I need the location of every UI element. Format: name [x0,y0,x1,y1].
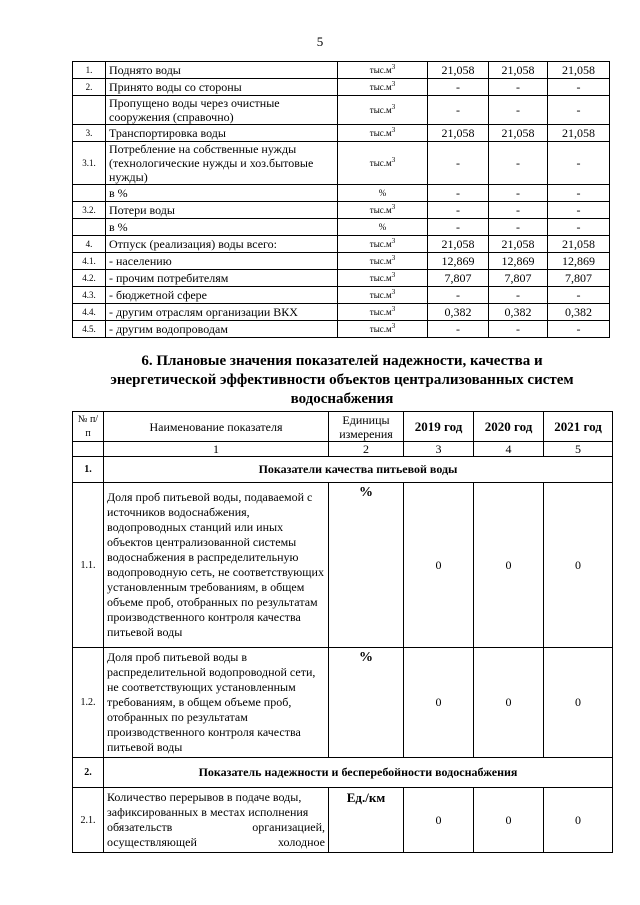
value-2020: 0,382 [489,304,548,321]
value-2020: - [489,79,548,96]
indicator-name: в % [106,185,338,202]
unit-text: тыс.м [369,290,392,300]
unit [338,219,428,236]
indicators-table [72,411,613,853]
unit [338,253,428,270]
row-number: 1.2. [73,648,104,758]
value-2019: - [428,142,489,185]
table-row [73,185,610,202]
value-2019: - [428,185,489,202]
col-number: 1 [104,442,329,457]
value-2019: - [428,96,489,125]
unit-text: тыс.м [369,205,392,215]
indicator-name: Поднято воды [106,62,338,79]
value-2019: 0 [404,483,474,648]
col-number: 3 [404,442,474,457]
value-2021: 21,058 [548,125,610,142]
unit [338,142,428,185]
header-unit: Единицы измерения [329,412,404,442]
value-2020: - [489,96,548,125]
unit-superscript: 3 [391,322,396,330]
row-number: 3.2. [73,202,106,219]
unit-superscript: 3 [391,156,396,164]
table-row [73,142,610,185]
section-heading: Показатели качества питьевой воды [104,457,613,483]
indicator-name: - другим отраслям организации ВКХ [106,304,338,321]
unit [338,185,428,202]
unit-superscript: 3 [391,254,396,262]
row-number: 4.2. [73,270,106,287]
header-year-2021: 2021 год [544,412,613,442]
indicator-name-line: осуществляющей холодное [107,835,325,849]
row-number: 1. [73,62,106,79]
section-title-line: водоснабжения [290,391,394,407]
unit-superscript: 3 [391,63,396,71]
value-2020: 0 [474,648,544,758]
table-row [73,788,613,853]
value-2021: - [548,79,610,96]
unit-text: тыс.м [369,307,392,317]
indicator-name: Доля проб питьевой воды в распределительной водопроводной сети, не соответствующих установленным требованиям, в общем объеме проб, отобранных по результатам производственного контроля качества питьевой воды [104,648,329,758]
value-2021: - [548,321,610,338]
indicator-name: - другим водопроводам [106,321,338,338]
unit-text: тыс.м [369,256,392,266]
indicator-unit: Ед./км [329,788,404,853]
row-number: 2. [73,758,104,788]
row-number: 4.4. [73,304,106,321]
indicator-name: Потери воды [106,202,338,219]
value-2021: - [548,96,610,125]
table-row [73,253,610,270]
unit-text: тыс.м [369,65,392,75]
unit [338,79,428,96]
col-number: 5 [544,442,613,457]
value-2019: 7,807 [428,270,489,287]
indicator-name: Потребление на собственные нужды (технологические нужды и хоз.бытовые нужды) [106,142,338,185]
value-2021: - [548,202,610,219]
row-number: 2.1. [73,788,104,853]
indicator-name-line: зафиксированных в местах исполнения [107,805,309,819]
value-2019: 21,058 [428,62,489,79]
value-2020: - [489,287,548,304]
indicator-name: Пропущено воды через очистные сооружения (справочно) [106,96,338,125]
value-2019: 0 [404,648,474,758]
value-2020: 0 [474,483,544,648]
indicator-name: - прочим потребителям [106,270,338,287]
row-number: 1. [73,457,104,483]
row-number: 4. [73,236,106,253]
table-row [73,648,613,758]
row-number: 2. [73,79,106,96]
indicator-name: Доля проб питьевой воды, подаваемой с источников водоснабжения, водопроводных станций или иных объектов централизованной системы водоснабжения в распределительную водопроводную сеть, не соответствующих установленным требованиям, в общем объеме проб, отобранных по результатам производственного контроля качества питьевой воды [104,483,329,648]
unit-superscript: 3 [391,305,396,313]
unit [338,236,428,253]
header-year-2019: 2019 год [404,412,474,442]
row-number: 3.1. [73,142,106,185]
unit-superscript: 3 [391,203,396,211]
value-2021: - [548,185,610,202]
value-2020: 0 [474,788,544,853]
unit [338,321,428,338]
table-row [73,483,613,648]
header-name: Наименование показателя [104,412,329,442]
indicator-name-line: обязательств организацией, [107,820,325,834]
section-heading: Показатель надежности и бесперебойности водоснабжения [104,758,613,788]
unit-text: тыс.м [369,239,392,249]
row-number: 4.5. [73,321,106,338]
value-2021: - [548,287,610,304]
unit [338,96,428,125]
value-2021: 0,382 [548,304,610,321]
value-2019: - [428,202,489,219]
page-number: 5 [316,34,324,49]
section-title-line: энергетической эффективности объектов централизованных систем [110,372,574,388]
unit-text: тыс.м [369,105,392,115]
unit-superscript: 3 [391,103,396,111]
unit-text: тыс.м [369,82,392,92]
value-2019: - [428,287,489,304]
row-number [73,96,106,125]
unit-text: % [378,188,387,198]
row-number: 4.3. [73,287,106,304]
unit-text: тыс.м [369,273,392,283]
value-2019: 21,058 [428,236,489,253]
indicator-name: - населению [106,253,338,270]
value-2019: 12,869 [428,253,489,270]
value-2019: 0,382 [428,304,489,321]
value-2021: 0 [544,648,613,758]
value-2019: 0 [404,788,474,853]
indicator-name: в % [106,219,338,236]
value-2021: 12,869 [548,253,610,270]
value-2020: - [489,142,548,185]
row-number: 1.1. [73,483,104,648]
col-number: 2 [329,442,404,457]
value-2020: 21,058 [489,236,548,253]
col-number: 4 [474,442,544,457]
value-2021: 0 [544,483,613,648]
unit [338,125,428,142]
table-row [73,270,610,287]
indicator-name: Транспортировка воды [106,125,338,142]
value-2019: - [428,219,489,236]
unit [338,287,428,304]
header-no: № п/п [73,412,104,442]
table-row [73,96,610,125]
value-2020: - [489,219,548,236]
indicator-name: Принято воды со стороны [106,79,338,96]
table-row [73,219,610,236]
value-2021: 7,807 [548,270,610,287]
unit-superscript: 3 [391,80,396,88]
table-row [73,304,610,321]
water-balance-table [72,61,610,338]
value-2020: 7,807 [489,270,548,287]
unit [338,62,428,79]
section-row [73,457,613,483]
value-2021: 0 [544,788,613,853]
indicator-name [104,788,329,853]
value-2020: - [489,202,548,219]
col-number-blank [73,442,104,457]
unit [338,304,428,321]
value-2020: - [489,321,548,338]
unit [338,202,428,219]
indicator-name: Отпуск (реализация) воды всего: [106,236,338,253]
unit-superscript: 3 [391,126,396,134]
value-2019: - [428,79,489,96]
unit [338,270,428,287]
table-row [73,202,610,219]
section-row [73,758,613,788]
value-2021: - [548,142,610,185]
value-2020: - [489,185,548,202]
value-2021: 21,058 [548,62,610,79]
value-2019: 21,058 [428,125,489,142]
unit-superscript: 3 [391,288,396,296]
row-number [73,185,106,202]
value-2021: 21,058 [548,236,610,253]
value-2021: - [548,219,610,236]
unit-superscript: 3 [391,271,396,279]
value-2020: 21,058 [489,62,548,79]
value-2019: - [428,321,489,338]
table-row [73,125,610,142]
unit-text: тыс.м [369,324,392,334]
table-row [73,79,610,96]
table-row [73,236,610,253]
table-row [73,287,610,304]
unit-text: тыс.м [369,158,392,168]
row-number [73,219,106,236]
indicator-name: - бюджетной сфере [106,287,338,304]
row-number: 4.1. [73,253,106,270]
unit-text: % [378,222,387,232]
unit-superscript: 3 [391,237,396,245]
section-title [72,352,612,409]
table-row [73,321,610,338]
indicator-unit: % [329,648,404,758]
unit-text: тыс.м [369,128,392,138]
table-row [73,62,610,79]
indicator-unit: % [329,483,404,648]
value-2020: 21,058 [489,125,548,142]
row-number: 3. [73,125,106,142]
value-2020: 12,869 [489,253,548,270]
indicator-name-line: Количество перерывов в подаче воды, [107,790,302,804]
section-title-line: 6. Плановые значения показателей надежности, качества и [141,353,543,369]
header-year-2020: 2020 год [474,412,544,442]
